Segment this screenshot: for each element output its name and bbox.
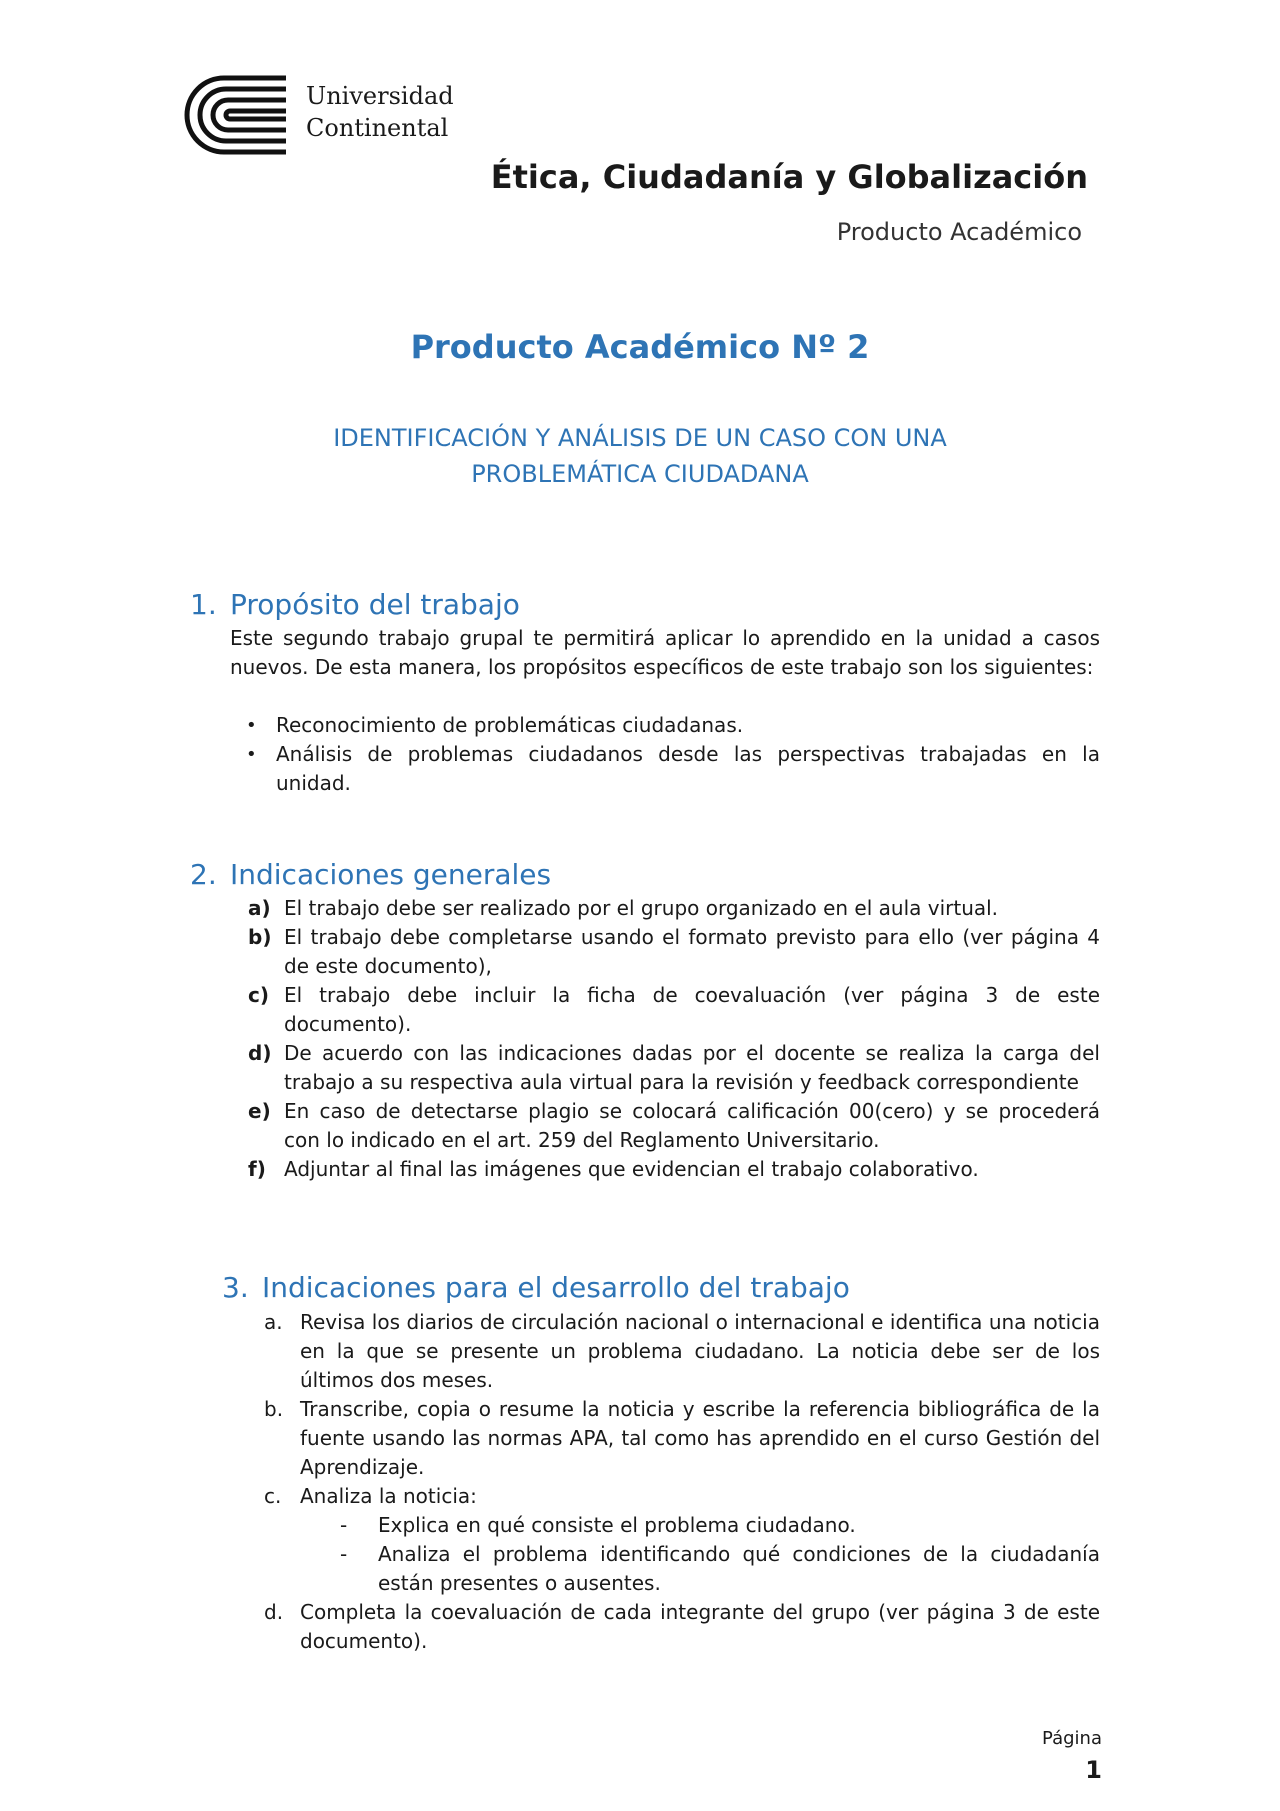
list-marker: a) [248,896,271,920]
page-subtitle [240,420,1040,492]
list-item-text: Analiza la noticia: [300,1484,477,1508]
page-label: Página [1042,1728,1102,1749]
list-item [264,1482,1100,1598]
dash-marker: - [340,1513,348,1537]
section-2-title: Indicaciones generales [230,858,552,891]
list-item-text: Completa la coevaluación de cada integrante del grupo (ver página 3 de este documento). [300,1600,1100,1653]
list-marker: d. [264,1600,284,1624]
section-2-heading [190,858,551,891]
list-marker: e) [248,1099,271,1123]
list-item-text: Transcribe, copia o resume la noticia y escribe la referencia bibliográfica de la fuente usando las normas APA, tal como has aprendido en el curso Gestión del Aprendizaje. [300,1397,1100,1479]
list-marker: c. [264,1484,282,1508]
page-number: 1 [1085,1756,1102,1784]
list-item [246,711,1100,740]
list-item-text: De acuerdo con las indicaciones dadas por el docente se realiza la carga del trabajo a su respectiva aula virtual para la revisión y feedback correspondiente [284,1041,1100,1094]
dash-marker: - [340,1542,348,1566]
section-1-bullets [246,711,1100,798]
course-title: Ética, Ciudadanía y Globalización [490,158,1088,196]
subtitle-line-2: PROBLEMÁTICA CIUDADANA [471,460,809,488]
list-marker: b. [264,1397,284,1421]
list-item-text: Adjuntar al final las imágenes que evidencian el trabajo colaborativo. [284,1157,979,1181]
sublist-item [340,1540,1100,1598]
list-marker: b) [248,925,272,949]
section-3-title: Indicaciones para el desarrollo del trabajo [262,1271,850,1304]
section-3-heading [222,1271,850,1304]
section-3-number: 3. [222,1271,249,1304]
section-1-intro: Este segundo trabajo grupal te permitirá aplicar lo aprendido en la unidad a casos nuevos. De esta manera, los propósitos específicos de este trabajo son los siguientes: [230,626,1100,679]
section-2-list [248,894,1100,1184]
document-type: Producto Académico [836,218,1082,246]
bullet-icon: • [246,744,257,765]
list-item-text: Reconocimiento de problemáticas ciudadanas. [276,713,744,737]
page-title: Producto Académico Nº 2 [410,328,870,366]
sublist-item-text: Explica en qué consiste el problema ciudadano. [378,1513,856,1537]
bullet-icon: • [246,715,257,736]
list-marker: f) [248,1157,266,1181]
list-item [264,1395,1100,1482]
list-item-text: Análisis de problemas ciudadanos desde las perspectivas trabajadas en la unidad. [276,742,1100,795]
list-item-text: Revisa los diarios de circulación nacional o internacional e identifica una noticia en la que se presente un problema ciudadano. La noticia debe ser de los últimos dos meses. [300,1310,1100,1392]
list-item-text: El trabajo debe ser realizado por el grupo organizado en el aula virtual. [284,896,999,920]
section-3-sublist [340,1511,1100,1598]
logo-line-2: Continental [306,114,449,142]
subtitle-line-1: IDENTIFICACIÓN Y ANÁLISIS DE UN CASO CON UNA [333,424,947,452]
section-1-title: Propósito del trabajo [230,588,520,621]
university-logo-icon [184,74,288,156]
sublist-item [340,1511,1100,1540]
sublist-item-text: Analiza el problema identificando qué condiciones de la ciudadanía están presentes o ausentes. [378,1542,1100,1595]
section-2-number: 2. [190,858,217,891]
logo-line-1: Universidad [306,82,454,110]
list-item [248,981,1100,1039]
list-item [248,1097,1100,1155]
list-item-text: El trabajo debe completarse usando el formato previsto para ello (ver página 4 de este documento), [284,925,1100,978]
list-marker: c) [248,983,269,1007]
section-1-number: 1. [190,588,217,621]
list-item-text: El trabajo debe incluir la ficha de coevaluación (ver página 3 de este documento). [284,983,1100,1036]
list-item [246,740,1100,798]
section-1-heading [190,588,520,621]
list-item [248,1155,1100,1184]
list-item [264,1308,1100,1395]
list-marker: d) [248,1041,272,1065]
list-item [248,894,1100,923]
university-name [306,80,454,144]
list-item [248,1039,1100,1097]
list-item [248,923,1100,981]
list-marker: a. [264,1310,283,1334]
list-item-text: En caso de detectarse plagio se colocará calificación 00(cero) y se procederá con lo indicado en el art. 259 del Reglamento Universitario. [284,1099,1100,1152]
section-3-list [264,1308,1100,1656]
list-item [264,1598,1100,1656]
